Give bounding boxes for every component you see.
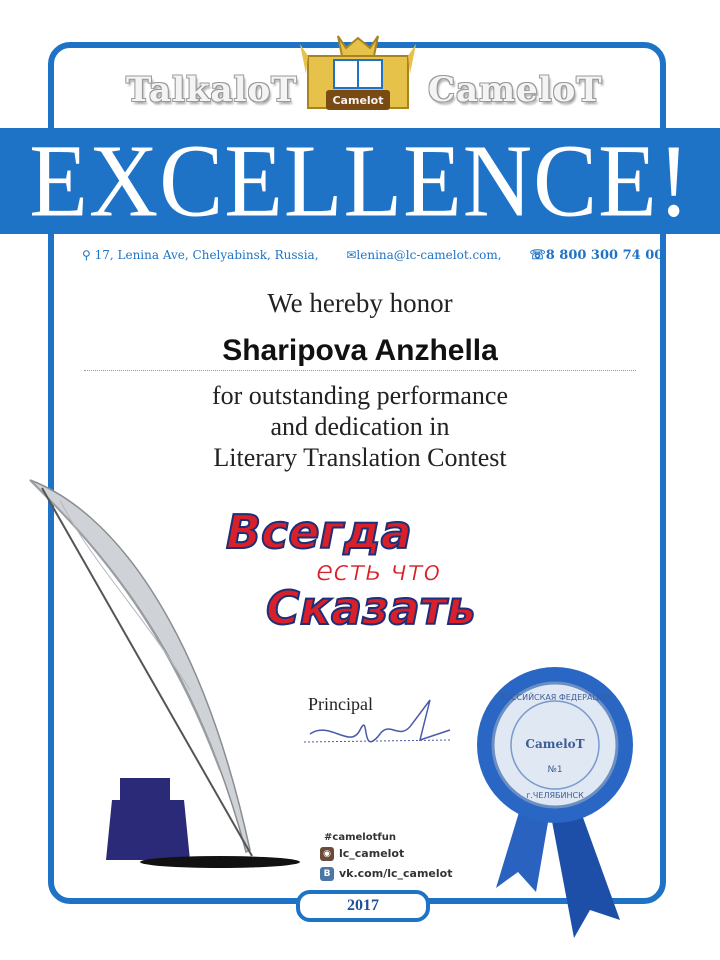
vk-text: vk.com/lc_camelot	[339, 867, 453, 880]
instagram-icon: ◉	[320, 847, 334, 861]
name-underline	[84, 370, 636, 371]
email-text: lenina@lc-camelot.com,	[356, 248, 502, 262]
banner-title: EXCELLENCE!	[29, 122, 691, 239]
instagram-text: lc_camelot	[339, 847, 405, 860]
reason-text	[0, 380, 720, 473]
crown-icon	[338, 36, 378, 56]
seal-center-text: CameloT	[525, 737, 585, 751]
vk-link	[320, 866, 452, 882]
slogan-line-3: Сказать	[266, 581, 476, 635]
slogan-logo	[220, 500, 550, 640]
logo-camelot: CameloT	[428, 70, 603, 110]
address: ⚲ 17, Lenina Ave, Chelyabinsk, Russia,	[82, 248, 319, 262]
inkwell-icon	[106, 778, 190, 860]
phone-text: 8 800 300 74 00	[545, 248, 664, 263]
phone: ☏8 800 300 74 00	[529, 248, 664, 263]
slogan-line-1: Всегда	[226, 505, 412, 559]
reason-line-2: and dedication in	[270, 412, 450, 441]
hashtag: #camelotfun	[324, 832, 396, 843]
crest-label: Camelot	[332, 94, 384, 107]
seal-bottom-text: г.ЧЕЛЯБИНСК	[526, 791, 584, 800]
principal-signature	[300, 690, 460, 760]
rosette-seal	[470, 660, 640, 940]
seal-top-text: РОССИЙСКАЯ ФЕДЕРАЦИЯ	[499, 693, 611, 702]
recipient-name: Sharipova Anzhella	[222, 334, 498, 367]
reason-line-3: Literary Translation Contest	[213, 443, 507, 472]
logo-talkalot: TalkaloT	[126, 70, 298, 110]
contact-line	[82, 248, 662, 263]
vk-icon: В	[320, 867, 334, 881]
signature-label: Principal	[308, 694, 373, 714]
instagram-handle	[320, 846, 404, 862]
year-badge: 2017	[296, 890, 430, 922]
slogan-line-2: есть что	[316, 554, 441, 587]
crest-logo	[300, 30, 416, 130]
seal-number: №1	[547, 765, 563, 775]
address-text: 17, Lenina Ave, Chelyabinsk, Russia,	[94, 248, 319, 262]
honor-line: We hereby honor	[267, 288, 453, 318]
email: ✉lenina@lc-camelot.com,	[346, 248, 502, 262]
reason-line-1: for outstanding performance	[211, 381, 508, 410]
